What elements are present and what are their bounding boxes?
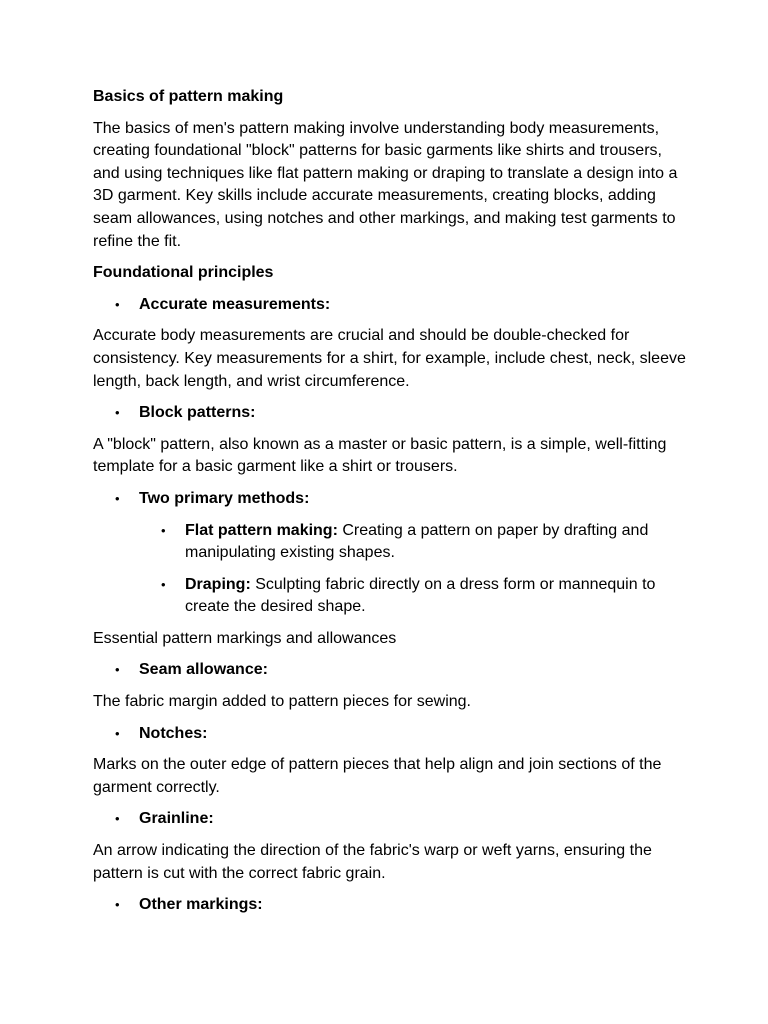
- bullet-icon: •: [115, 405, 120, 421]
- list-item-label: Accurate measurements:: [139, 295, 331, 313]
- bullet-icon: •: [115, 897, 120, 913]
- list-item-label: Notches:: [139, 724, 208, 742]
- list-item-label: Other markings:: [139, 896, 263, 914]
- sub-list-item-label: Draping:: [185, 575, 251, 593]
- sub-bullet-list: [139, 520, 693, 619]
- bullet-icon: •: [161, 576, 166, 592]
- intro-paragraph: The basics of men's pattern making involve understanding body measurements, creating foundational "block" patterns for basic garments like shirts and trousers, and using techniques like flat pattern making or draping to translate a design into a 3D garment. Key skills include accurate measurements, creating blocks, adding seam allowances, using notches and other markings, and making test garments to refine the fit.: [93, 119, 678, 250]
- list-item-label: Block patterns:: [139, 404, 256, 422]
- bullet-list: [93, 294, 693, 317]
- body-paragraph: Marks on the outer edge of pattern pieces that help align and join sections of the garment correctly.: [93, 756, 662, 796]
- list-item-label: Two primary methods:: [139, 489, 310, 507]
- document-title: Basics of pattern making: [93, 88, 284, 105]
- body-paragraph: A "block" pattern, also known as a master or basic pattern, is a simple, well-fitting template for a basic garment like a shirt or trousers.: [93, 435, 667, 476]
- list-item: [93, 659, 693, 682]
- list-item-label: Grainline:: [139, 810, 214, 828]
- bullet-list: [93, 808, 693, 831]
- list-item-label: Seam allowance:: [139, 661, 268, 679]
- list-item: [93, 488, 693, 619]
- body-paragraph: Accurate body measurements are crucial and should be double-checked for consistency. Key measurements for a shirt, for example, include chest, neck, sleeve length, back length, and wrist circumference.: [93, 327, 686, 390]
- list-item: [93, 894, 693, 917]
- sub-list-item-label: Flat pattern making:: [185, 521, 338, 539]
- body-paragraph: An arrow indicating the direction of the fabric's warp or weft yarns, ensuring the pattern is cut with the correct fabric grain.: [93, 842, 652, 882]
- bullet-list: [93, 894, 693, 917]
- bullet-icon: •: [115, 490, 120, 506]
- bullet-list: [93, 659, 693, 682]
- sub-list-item: [139, 574, 693, 619]
- sub-list-item: [139, 520, 693, 565]
- list-item: [93, 294, 693, 317]
- bullet-icon: •: [115, 662, 120, 678]
- bullet-list: [93, 723, 693, 746]
- list-item: [93, 402, 693, 425]
- section-heading-foundational-principles: Foundational principles: [93, 264, 274, 282]
- list-item: [93, 723, 693, 746]
- sub-list-item-text: Creating a pattern on paper by drafting and manipulating existing shapes.: [185, 521, 649, 562]
- list-item: [93, 808, 693, 831]
- section-heading-markings-allowances: Essential pattern markings and allowances: [93, 629, 397, 647]
- sub-list-item-text: Sculpting fabric directly on a dress form or mannequin to create the desired shape.: [185, 575, 656, 616]
- body-paragraph: The fabric margin added to pattern pieces for sewing.: [93, 693, 471, 711]
- bullet-icon: •: [115, 811, 120, 827]
- bullet-list: [93, 402, 693, 425]
- document-page: [93, 86, 693, 926]
- bullet-list: [93, 488, 693, 619]
- bullet-icon: •: [161, 522, 166, 538]
- bullet-icon: •: [115, 296, 120, 312]
- bullet-icon: •: [115, 725, 120, 741]
